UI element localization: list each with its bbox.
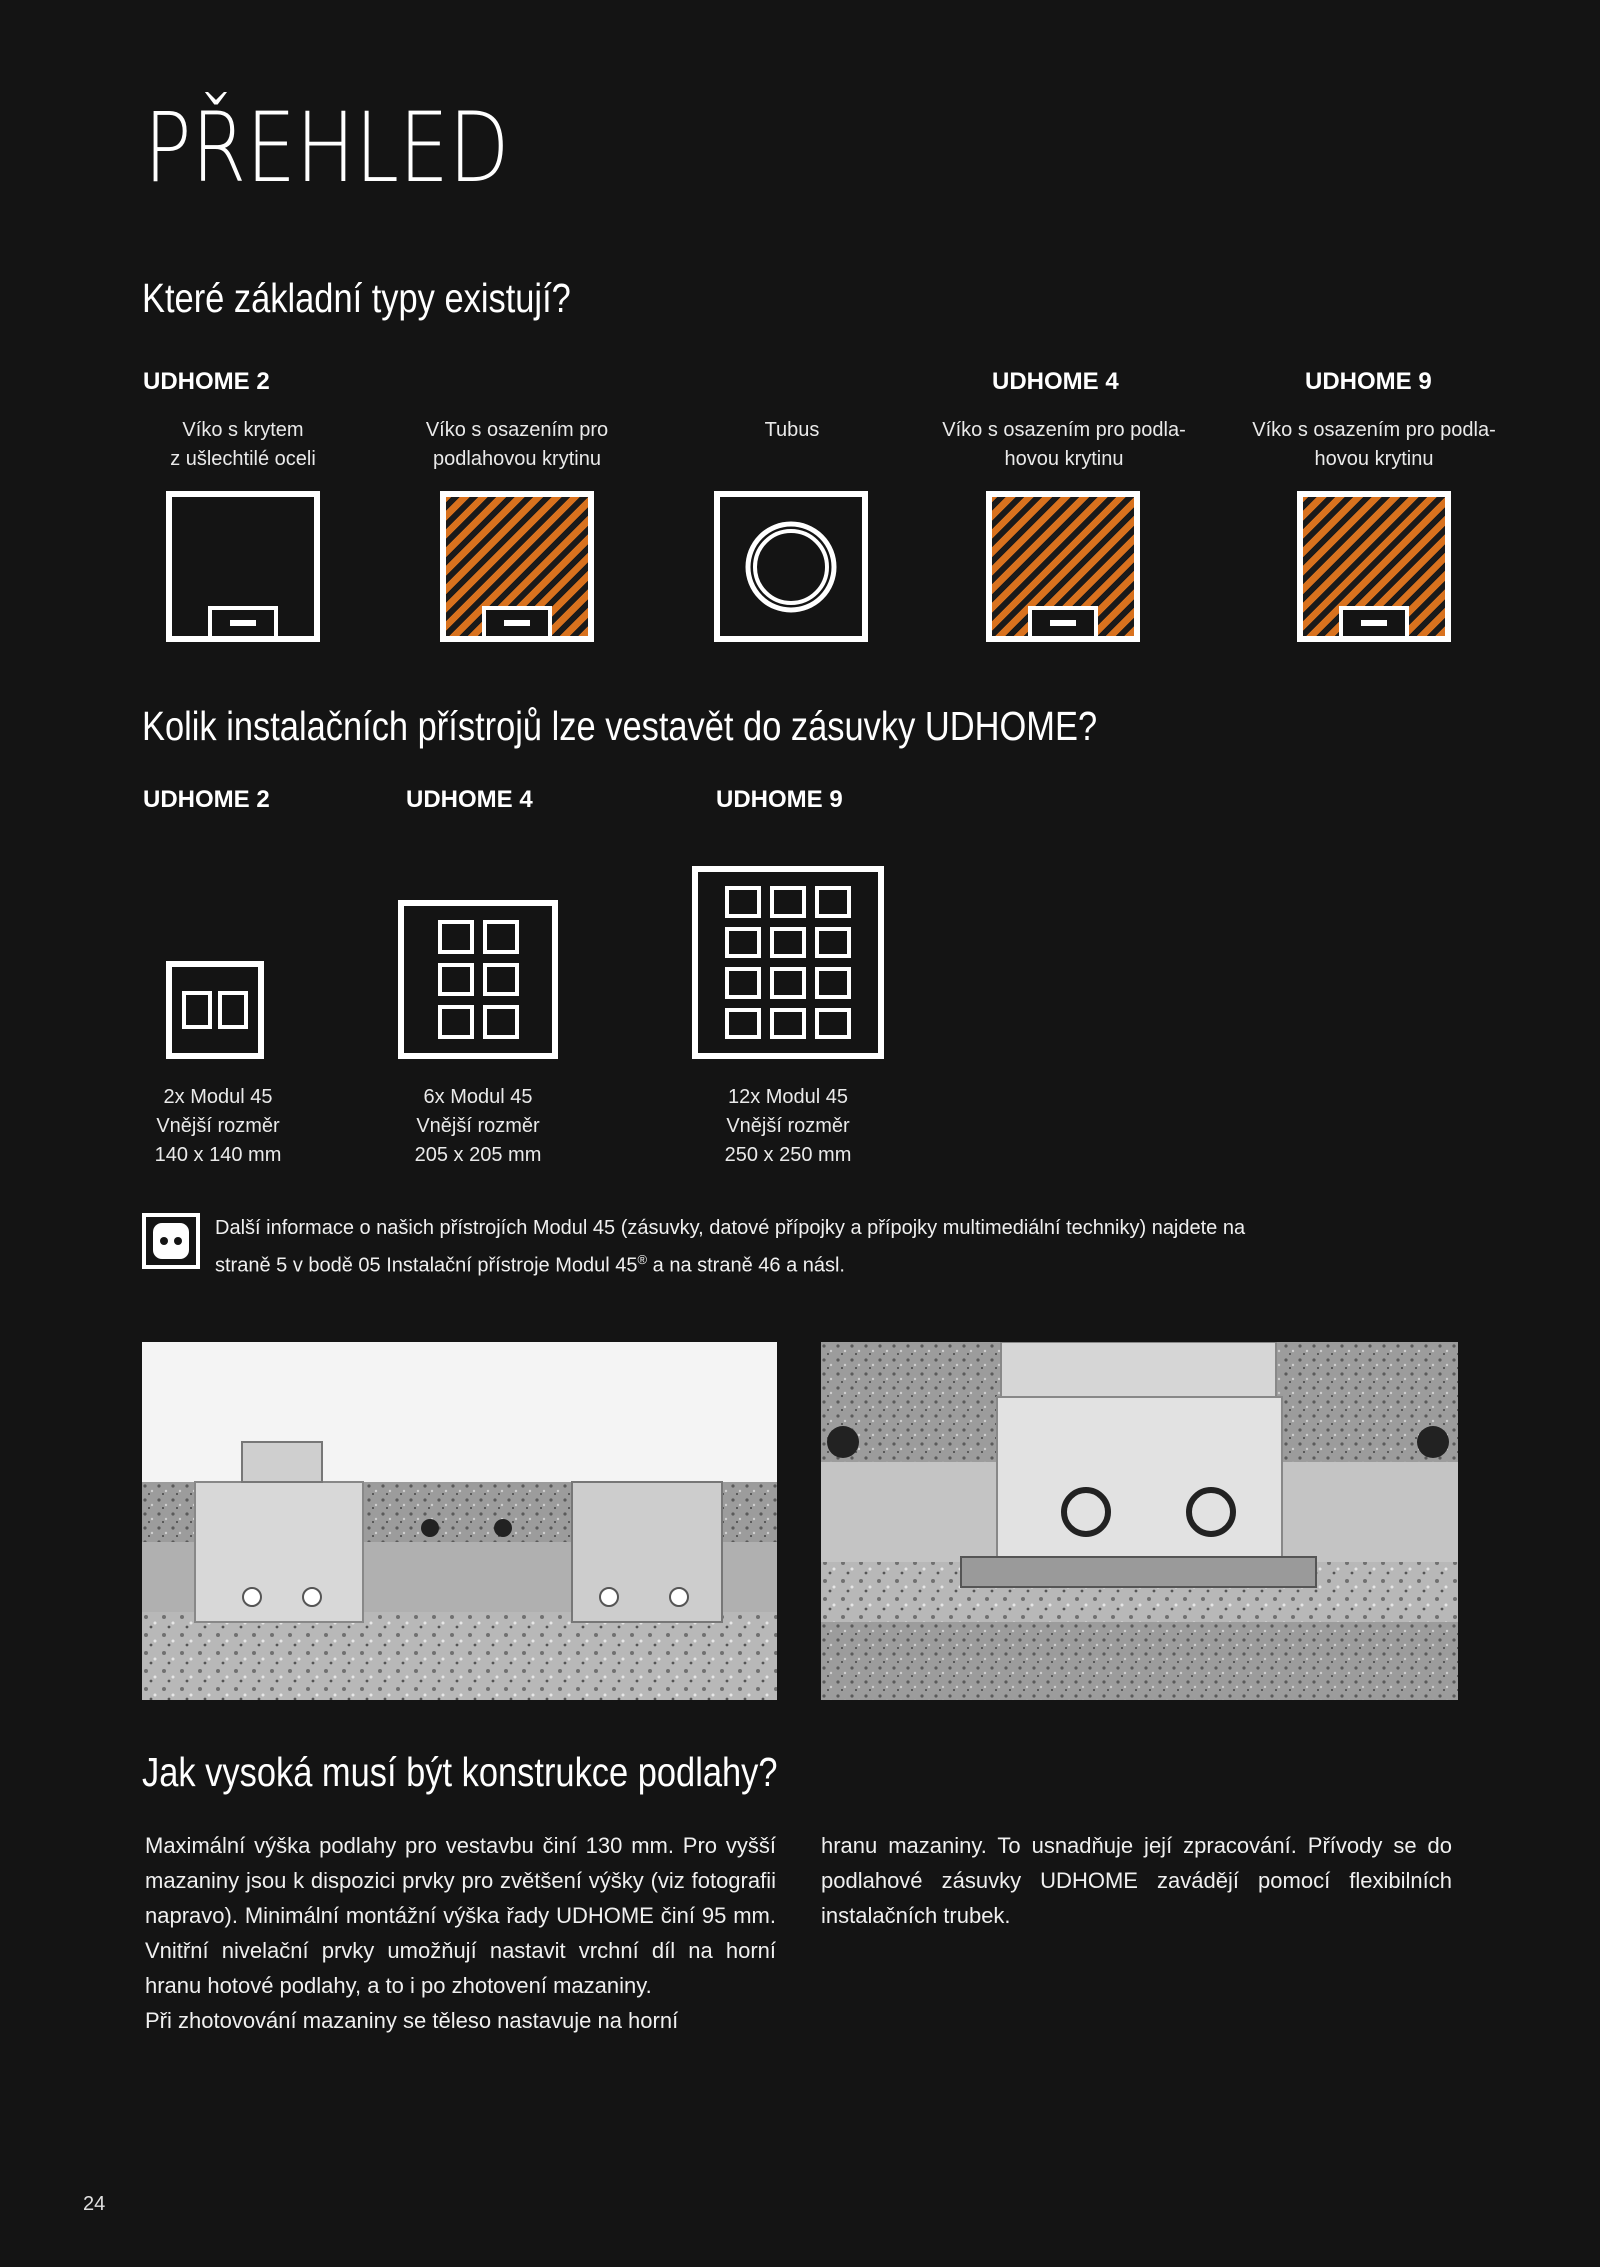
module-slot [815,886,851,918]
caption-line: Víko s krytem [182,419,304,441]
udhome9-spec [648,1083,928,1170]
caption-line: Víko s osazením pro [425,419,609,441]
module-slot [770,927,806,959]
module-slot [770,967,806,999]
section-heading-types: Které základní typy existují? [142,275,571,321]
plate-icon [1028,606,1098,636]
body-column-right [821,1828,1452,1933]
floor-recess-lid-icon [986,491,1140,642]
module-slot [483,1005,519,1039]
info-line: Další informace o našich přístrojích Modul 45 (zásuvky, datové přípojky a přípojky multimediální techniky) najdete na [215,1217,1246,1239]
spec-dimensions: 250 x 250 mm [724,1144,852,1166]
page-number: 24 [83,2193,106,2215]
type-caption-tube [652,416,932,445]
socket-face-icon [146,1217,196,1265]
plate-icon [482,606,552,636]
udhome4-spec [338,1083,618,1170]
capacity-label-udhome4: UDHOME 4 [406,786,533,813]
spec-modules: 2x Modul 45 [163,1086,273,1108]
module-slot [438,963,474,997]
caption-line: hovou krytinu [1004,448,1124,470]
stainless-lid-icon [166,491,320,642]
type-caption-recess-udhome4 [924,416,1204,474]
spec-dim-label: Vnější rozměr [416,1115,540,1137]
installation-photo-left [142,1342,777,1700]
installation-photo-right [821,1342,1458,1700]
caption-line: Tubus [764,419,820,441]
section-heading-capacity: Kolik instalačních přístrojů lze vestavět do zásuvky UDHOME? [142,703,1098,749]
caption-line: hovou krytinu [1314,448,1434,470]
module-slot [725,927,761,959]
info-text-part: a na straně 46 a násl. [647,1254,845,1277]
module-slot [815,927,851,959]
model-label-udhome2: UDHOME 2 [143,368,270,395]
module-slot [438,920,474,954]
spec-dim-label: Vnější rozměr [156,1115,280,1137]
model-label-udhome9: UDHOME 9 [1305,368,1432,395]
body-column-left [145,1828,776,2038]
type-caption-recess [377,416,657,474]
spec-dimensions: 205 x 205 mm [414,1144,542,1166]
caption-line: z ušlechtilé oceli [170,448,316,470]
udhome4-module-grid [398,900,558,1059]
tube-icon [714,491,868,642]
module-slot [815,967,851,999]
floor-recess-lid-icon [1297,491,1451,642]
plate-icon [1339,606,1409,636]
type-caption-stainless [103,416,383,474]
capacity-label-udhome9: UDHOME 9 [716,786,843,813]
spec-dimensions: 140 x 140 mm [154,1144,282,1166]
caption-line: Víko s osazením pro podla- [1252,419,1496,441]
spec-dim-label: Vnější rozměr [726,1115,850,1137]
body-paragraph: Při zhotovování mazaniny se těleso nastavuje na horní [145,2008,679,2033]
info-note [215,1213,1415,1282]
module-slot [725,967,761,999]
udhome2-module-grid [166,961,264,1059]
module-slot [483,963,519,997]
module-slot [218,991,248,1029]
info-text-part: straně 5 v bodě 05 Instalační přístroje Modul 45 [215,1254,638,1277]
floor-recess-lid-icon [440,491,594,642]
info-line [215,1244,1415,1282]
caption-line: Víko s osazením pro podla- [942,419,1186,441]
type-caption-recess-udhome9 [1234,416,1514,474]
spec-modules: 6x Modul 45 [423,1086,533,1108]
caption-line: podlahovou krytinu [433,448,601,470]
spec-modules: 12x Modul 45 [727,1086,849,1108]
model-label-udhome4: UDHOME 4 [992,368,1119,395]
tube-ring-icon [741,517,841,617]
module-slot [770,1008,806,1040]
body-paragraph: Maximální výška podlahy pro vestavbu činí 130 mm. Pro vyšší mazaniny jsou k dispozici prvky pro zvětšení výšky (viz fotografii napravo). Minimální montážní výška řady UDHOME činí 95 mm. Vnitřní nivelační prvky umožňují nastavit vrchní díl na horní hranu hotové podlahy, a to i po zhotovení mazaniny. [145,1833,776,1998]
udhome2-spec [78,1083,358,1170]
socket-icon [142,1213,200,1269]
module-slot [815,1008,851,1040]
page-title: PŘEHLED [144,92,510,204]
registered-mark: ® [637,1252,648,1267]
floor-section-illustration [142,1342,777,1700]
module-slot [725,1008,761,1040]
module-slot [770,886,806,918]
capacity-label-udhome2: UDHOME 2 [143,786,270,813]
module-slot [182,991,212,1029]
plate-icon [208,606,278,636]
udhome9-module-grid [692,866,884,1059]
module-slot [725,886,761,918]
module-slot [438,1005,474,1039]
body-paragraph: hranu mazaniny. To usnadňuje její zpracování. Přívody se do podlahové zásuvky UDHOME zavádějí pomocí flexibilních instalačních trubek. [821,1833,1452,1928]
height-extension-illustration [821,1342,1458,1700]
module-slot [483,920,519,954]
section-heading-floor-height: Jak vysoká musí být konstrukce podlahy? [142,1749,778,1795]
